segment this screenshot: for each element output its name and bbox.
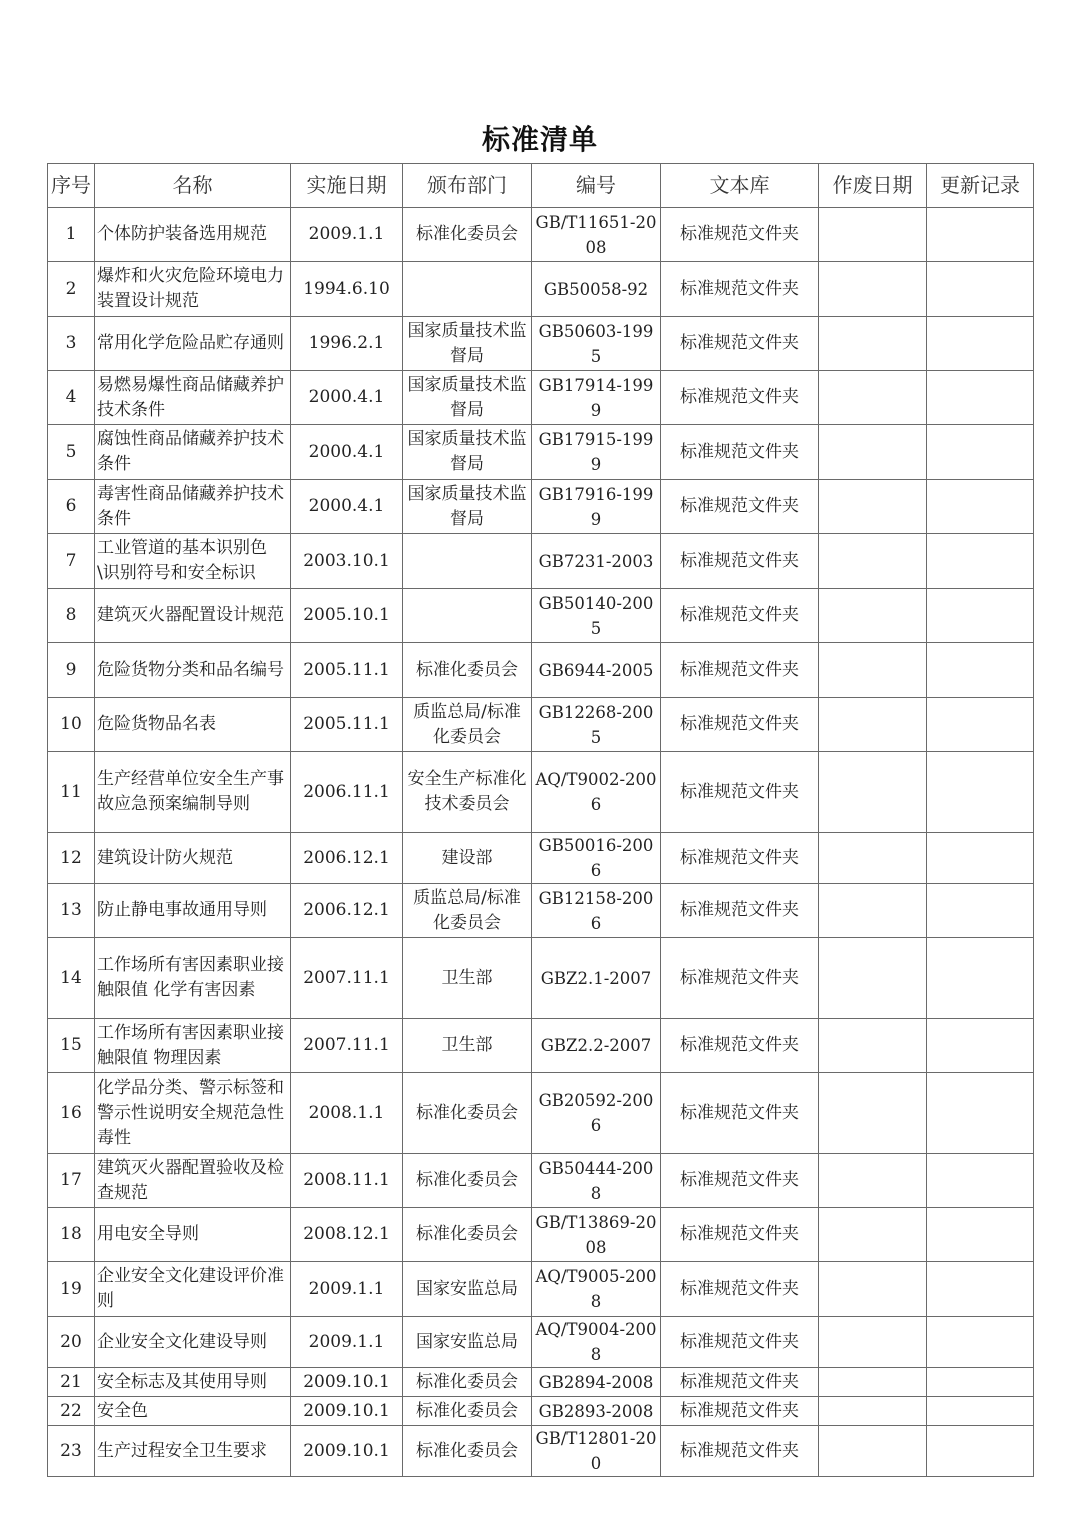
cell-library: 标准规范文件夹: [661, 425, 819, 480]
cell-update-log: [927, 317, 1034, 371]
cell-code: GB17916-1999: [532, 480, 661, 534]
cell-dept: 质监总局/标准化委员会: [403, 884, 532, 938]
cell-date: 2005.10.1: [291, 589, 403, 643]
cell-name: 工业管道的基本识别色\识别符号和安全标识: [95, 534, 291, 589]
cell-name: 企业安全文化建设评价准则: [95, 1262, 291, 1317]
cell-void-date: [819, 534, 927, 589]
table-row: [48, 208, 1034, 262]
cell-library: 标准规范文件夹: [661, 1368, 819, 1397]
cell-name: 建筑设计防火规范: [95, 833, 291, 884]
cell-void-date: [819, 884, 927, 938]
cell-update-log: [927, 752, 1034, 833]
cell-no: 22: [48, 1397, 95, 1426]
cell-no: 13: [48, 884, 95, 938]
cell-dept: 国家安监总局: [403, 1317, 532, 1368]
cell-update-log: [927, 1317, 1034, 1368]
cell-dept: [403, 534, 532, 589]
cell-dept: 标准化委员会: [403, 1368, 532, 1397]
table-row: [48, 1262, 1034, 1317]
cell-dept: [403, 262, 532, 317]
cell-update-log: [927, 1262, 1034, 1317]
cell-void-date: [819, 480, 927, 534]
cell-library: 标准规范文件夹: [661, 1426, 819, 1477]
cell-dept: 建设部: [403, 833, 532, 884]
cell-code: GB17915-1999: [532, 425, 661, 480]
cell-dept: 国家质量技术监督局: [403, 480, 532, 534]
cell-code: GB17914-1999: [532, 371, 661, 425]
cell-code: GB12158-2006: [532, 884, 661, 938]
cell-dept: 标准化委员会: [403, 1397, 532, 1426]
cell-code: GB50603-1995: [532, 317, 661, 371]
cell-dept: 标准化委员会: [403, 1073, 532, 1154]
cell-update-log: [927, 1208, 1034, 1262]
cell-date: 2008.1.1: [291, 1073, 403, 1154]
cell-library: 标准规范文件夹: [661, 698, 819, 752]
cell-library: 标准规范文件夹: [661, 833, 819, 884]
cell-no: 2: [48, 262, 95, 317]
cell-no: 20: [48, 1317, 95, 1368]
table-row: [48, 1019, 1034, 1073]
cell-name: 爆炸和火灾危险环境电力装置设计规范: [95, 262, 291, 317]
cell-no: 12: [48, 833, 95, 884]
cell-library: 标准规范文件夹: [661, 1397, 819, 1426]
header-library: 文本库: [661, 164, 819, 208]
cell-no: 9: [48, 643, 95, 698]
cell-date: 2009.10.1: [291, 1368, 403, 1397]
cell-date: 2008.11.1: [291, 1154, 403, 1208]
cell-dept: 卫生部: [403, 1019, 532, 1073]
cell-update-log: [927, 1154, 1034, 1208]
cell-update-log: [927, 534, 1034, 589]
cell-name: 安全标志及其使用导则: [95, 1368, 291, 1397]
cell-void-date: [819, 1154, 927, 1208]
cell-library: 标准规范文件夹: [661, 1317, 819, 1368]
cell-update-log: [927, 480, 1034, 534]
cell-update-log: [927, 833, 1034, 884]
table-row: [48, 589, 1034, 643]
table-row: [48, 262, 1034, 317]
cell-name: 防止静电事故通用导则: [95, 884, 291, 938]
cell-dept: 国家质量技术监督局: [403, 425, 532, 480]
cell-void-date: [819, 1262, 927, 1317]
cell-name: 易燃易爆性商品储藏养护技术条件: [95, 371, 291, 425]
cell-date: 2007.11.1: [291, 1019, 403, 1073]
cell-code: GBZ2.1-2007: [532, 938, 661, 1019]
cell-library: 标准规范文件夹: [661, 1208, 819, 1262]
cell-library: 标准规范文件夹: [661, 1073, 819, 1154]
cell-library: 标准规范文件夹: [661, 534, 819, 589]
table-row: [48, 643, 1034, 698]
cell-void-date: [819, 1426, 927, 1477]
cell-library: 标准规范文件夹: [661, 208, 819, 262]
cell-date: 2006.12.1: [291, 884, 403, 938]
cell-update-log: [927, 589, 1034, 643]
cell-library: 标准规范文件夹: [661, 371, 819, 425]
cell-code: GB50140-2005: [532, 589, 661, 643]
header-name: 名称: [95, 164, 291, 208]
cell-update-log: [927, 208, 1034, 262]
cell-update-log: [927, 1426, 1034, 1477]
header-no: 序号: [48, 164, 95, 208]
cell-code: GB/T11651-2008: [532, 208, 661, 262]
header-update-log: 更新记录: [927, 164, 1034, 208]
table-body: [48, 208, 1034, 1477]
cell-update-log: [927, 938, 1034, 1019]
cell-no: 16: [48, 1073, 95, 1154]
table-row: [48, 833, 1034, 884]
cell-update-log: [927, 262, 1034, 317]
cell-no: 6: [48, 480, 95, 534]
cell-library: 标准规范文件夹: [661, 884, 819, 938]
cell-date: 2003.10.1: [291, 534, 403, 589]
cell-name: 工作场所有害因素职业接触限值 物理因素: [95, 1019, 291, 1073]
header-code: 编号: [532, 164, 661, 208]
table-row: [48, 534, 1034, 589]
cell-void-date: [819, 938, 927, 1019]
cell-code: GB6944-2005: [532, 643, 661, 698]
document-title: 标准清单: [481, 123, 598, 156]
cell-date: 2009.10.1: [291, 1397, 403, 1426]
cell-dept: 国家质量技术监督局: [403, 317, 532, 371]
cell-name: 生产过程安全卫生要求: [95, 1426, 291, 1477]
cell-name: 化学品分类、警示标签和警示性说明安全规范急性毒性: [95, 1073, 291, 1154]
cell-code: GB7231-2003: [532, 534, 661, 589]
cell-no: 4: [48, 371, 95, 425]
cell-library: 标准规范文件夹: [661, 480, 819, 534]
cell-name: 建筑灭火器配置设计规范: [95, 589, 291, 643]
table-row: [48, 480, 1034, 534]
cell-name: 安全色: [95, 1397, 291, 1426]
cell-library: 标准规范文件夹: [661, 589, 819, 643]
cell-library: 标准规范文件夹: [661, 317, 819, 371]
cell-code: GB2893-2008: [532, 1397, 661, 1426]
header-void-date: 作废日期: [819, 164, 927, 208]
cell-name: 用电安全导则: [95, 1208, 291, 1262]
cell-date: 2009.1.1: [291, 1262, 403, 1317]
cell-dept: 卫生部: [403, 938, 532, 1019]
cell-dept: 标准化委员会: [403, 1208, 532, 1262]
cell-date: 2005.11.1: [291, 643, 403, 698]
table-row: [48, 371, 1034, 425]
cell-update-log: [927, 698, 1034, 752]
table-row: [48, 698, 1034, 752]
cell-date: 2006.12.1: [291, 833, 403, 884]
cell-no: 19: [48, 1262, 95, 1317]
cell-name: 危险货物品名表: [95, 698, 291, 752]
cell-void-date: [819, 371, 927, 425]
cell-update-log: [927, 1368, 1034, 1397]
cell-no: 21: [48, 1368, 95, 1397]
cell-no: 17: [48, 1154, 95, 1208]
cell-library: 标准规范文件夹: [661, 752, 819, 833]
cell-name: 常用化学危险品贮存通则: [95, 317, 291, 371]
cell-void-date: [819, 589, 927, 643]
cell-date: 1996.2.1: [291, 317, 403, 371]
cell-name: 建筑灭火器配置验收及检查规范: [95, 1154, 291, 1208]
cell-dept: [403, 589, 532, 643]
cell-code: GB50016-2006: [532, 833, 661, 884]
cell-void-date: [819, 752, 927, 833]
cell-date: 1994.6.10: [291, 262, 403, 317]
cell-no: 14: [48, 938, 95, 1019]
cell-update-log: [927, 371, 1034, 425]
cell-no: 18: [48, 1208, 95, 1262]
cell-code: GB/T13869-2008: [532, 1208, 661, 1262]
cell-void-date: [819, 1317, 927, 1368]
cell-library: 标准规范文件夹: [661, 1262, 819, 1317]
cell-update-log: [927, 1073, 1034, 1154]
cell-date: 2009.1.1: [291, 208, 403, 262]
cell-no: 11: [48, 752, 95, 833]
cell-library: 标准规范文件夹: [661, 262, 819, 317]
cell-code: GB50058-92: [532, 262, 661, 317]
cell-name: 工作场所有害因素职业接触限值 化学有害因素: [95, 938, 291, 1019]
table-row: [48, 1154, 1034, 1208]
cell-date: 2000.4.1: [291, 371, 403, 425]
cell-void-date: [819, 698, 927, 752]
cell-dept: 标准化委员会: [403, 208, 532, 262]
table-row: [48, 1073, 1034, 1154]
cell-update-log: [927, 643, 1034, 698]
cell-date: 2008.12.1: [291, 1208, 403, 1262]
cell-void-date: [819, 262, 927, 317]
table-header-row: [48, 164, 1034, 208]
cell-name: 危险货物分类和品名编号: [95, 643, 291, 698]
table-row: [48, 938, 1034, 1019]
cell-void-date: [819, 833, 927, 884]
cell-code: GB50444-2008: [532, 1154, 661, 1208]
table-row: [48, 1317, 1034, 1368]
table-row: [48, 1208, 1034, 1262]
cell-code: GBZ2.2-2007: [532, 1019, 661, 1073]
table-row: [48, 1397, 1034, 1426]
cell-update-log: [927, 884, 1034, 938]
cell-date: 2000.4.1: [291, 425, 403, 480]
header-dept: 颁布部门: [403, 164, 532, 208]
table-row: [48, 425, 1034, 480]
cell-name: 个体防护装备选用规范: [95, 208, 291, 262]
cell-dept: 安全生产标准化技术委员会: [403, 752, 532, 833]
cell-date: 2006.11.1: [291, 752, 403, 833]
cell-dept: 质监总局/标准化委员会: [403, 698, 532, 752]
cell-code: GB12268-2005: [532, 698, 661, 752]
standards-table: [47, 163, 1034, 1477]
cell-code: AQ/T9005-2008: [532, 1262, 661, 1317]
cell-update-log: [927, 1397, 1034, 1426]
cell-dept: 标准化委员会: [403, 1426, 532, 1477]
cell-void-date: [819, 1368, 927, 1397]
cell-code: GB20592-2006: [532, 1073, 661, 1154]
cell-code: AQ/T9004-2008: [532, 1317, 661, 1368]
table-row: [48, 1368, 1034, 1397]
cell-name: 企业安全文化建设导则: [95, 1317, 291, 1368]
cell-void-date: [819, 1208, 927, 1262]
cell-no: 8: [48, 589, 95, 643]
cell-dept: 国家质量技术监督局: [403, 371, 532, 425]
cell-no: 10: [48, 698, 95, 752]
table-row: [48, 317, 1034, 371]
cell-dept: 标准化委员会: [403, 643, 532, 698]
cell-date: 2009.10.1: [291, 1426, 403, 1477]
cell-no: 5: [48, 425, 95, 480]
cell-no: 3: [48, 317, 95, 371]
cell-name: 生产经营单位安全生产事故应急预案编制导则: [95, 752, 291, 833]
cell-update-log: [927, 1019, 1034, 1073]
cell-library: 标准规范文件夹: [661, 938, 819, 1019]
cell-no: 23: [48, 1426, 95, 1477]
cell-date: 2009.1.1: [291, 1317, 403, 1368]
cell-library: 标准规范文件夹: [661, 1019, 819, 1073]
cell-void-date: [819, 1019, 927, 1073]
header-date: 实施日期: [291, 164, 403, 208]
cell-no: 1: [48, 208, 95, 262]
cell-date: 2007.11.1: [291, 938, 403, 1019]
cell-code: AQ/T9002-2006: [532, 752, 661, 833]
cell-dept: 国家安监总局: [403, 1262, 532, 1317]
cell-void-date: [819, 317, 927, 371]
cell-library: 标准规范文件夹: [661, 643, 819, 698]
cell-no: 7: [48, 534, 95, 589]
cell-void-date: [819, 1397, 927, 1426]
cell-update-log: [927, 425, 1034, 480]
cell-date: 2005.11.1: [291, 698, 403, 752]
cell-date: 2000.4.1: [291, 480, 403, 534]
cell-name: 腐蚀性商品储藏养护技术条件: [95, 425, 291, 480]
cell-void-date: [819, 1073, 927, 1154]
cell-void-date: [819, 425, 927, 480]
cell-code: GB2894-2008: [532, 1368, 661, 1397]
cell-code: GB/T12801-200: [532, 1426, 661, 1477]
cell-library: 标准规范文件夹: [661, 1154, 819, 1208]
cell-void-date: [819, 643, 927, 698]
cell-name: 毒害性商品储藏养护技术条件: [95, 480, 291, 534]
cell-dept: 标准化委员会: [403, 1154, 532, 1208]
cell-void-date: [819, 208, 927, 262]
cell-no: 15: [48, 1019, 95, 1073]
table-row: [48, 1426, 1034, 1477]
table-row: [48, 752, 1034, 833]
table-row: [48, 884, 1034, 938]
